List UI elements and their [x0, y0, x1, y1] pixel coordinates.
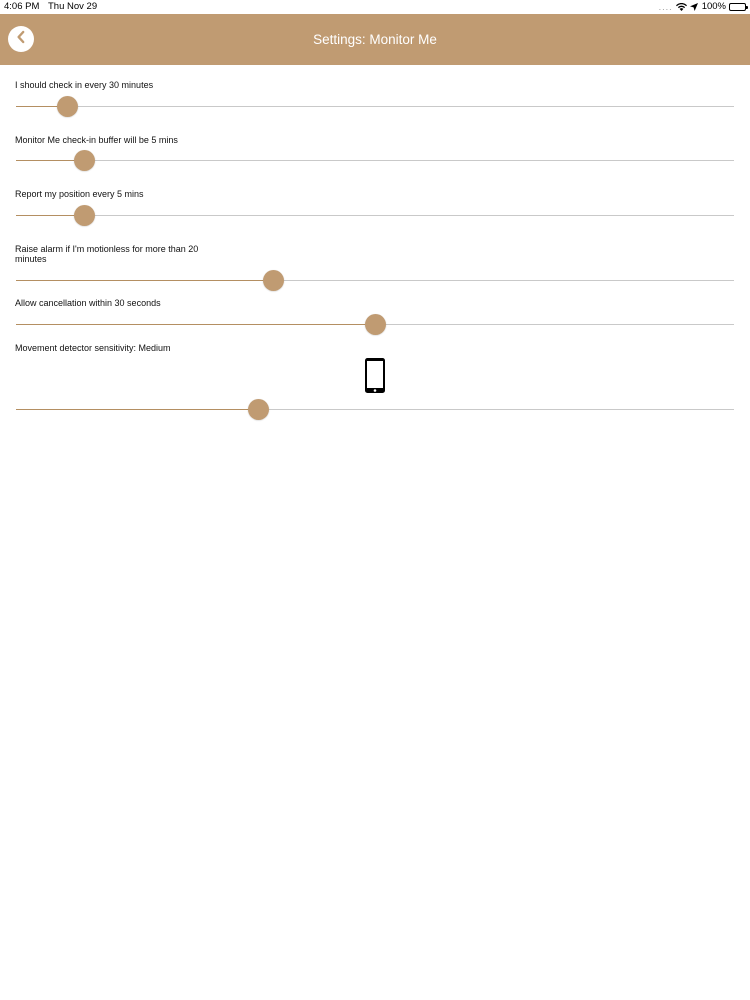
cancellation-window-label: Allow cancellation within 30 seconds	[15, 298, 161, 308]
battery-percent: 100%	[701, 1, 726, 12]
slider-thumb[interactable]	[248, 399, 269, 420]
slider-thumb[interactable]	[74, 150, 95, 171]
slider-thumb[interactable]	[263, 270, 284, 291]
check-in-interval-slider[interactable]	[16, 96, 734, 118]
slider-track	[16, 106, 734, 107]
status-bar	[0, 0, 750, 14]
slider-fill	[16, 280, 274, 281]
motionless-alarm-label: Raise alarm if I'm motionless for more than 20 minutes	[15, 244, 199, 264]
sensitivity-slider[interactable]	[16, 399, 734, 421]
check-in-buffer-label: Monitor Me check-in buffer will be 5 mins	[15, 135, 178, 145]
slider-track	[16, 215, 734, 216]
report-position-label: Report my position every 5 mins	[15, 189, 144, 199]
slider-fill	[16, 409, 259, 410]
status-indicators	[659, 0, 746, 14]
page-title: Settings: Monitor Me	[313, 32, 437, 47]
slider-fill	[16, 324, 375, 325]
location-arrow-icon	[690, 3, 698, 11]
sensitivity-label: Movement detector sensitivity: Medium	[15, 343, 171, 353]
smartphone-icon	[364, 357, 386, 394]
slider-thumb[interactable]	[74, 205, 95, 226]
navigation-bar	[0, 14, 750, 65]
cancellation-window-slider[interactable]	[16, 314, 734, 336]
slider-thumb[interactable]	[57, 96, 78, 117]
status-time: 4:06 PM	[4, 1, 40, 12]
check-in-buffer-slider[interactable]	[16, 150, 734, 172]
wifi-icon	[676, 3, 687, 11]
battery-icon	[729, 3, 746, 11]
slider-thumb[interactable]	[365, 314, 386, 335]
status-date: Thu Nov 29	[48, 1, 98, 12]
report-position-slider[interactable]	[16, 205, 734, 227]
signal-dots: ....	[658, 2, 673, 12]
motionless-alarm-slider[interactable]	[16, 270, 734, 292]
check-in-interval-label: I should check in every 30 minutes	[15, 80, 154, 90]
slider-track	[16, 160, 734, 161]
